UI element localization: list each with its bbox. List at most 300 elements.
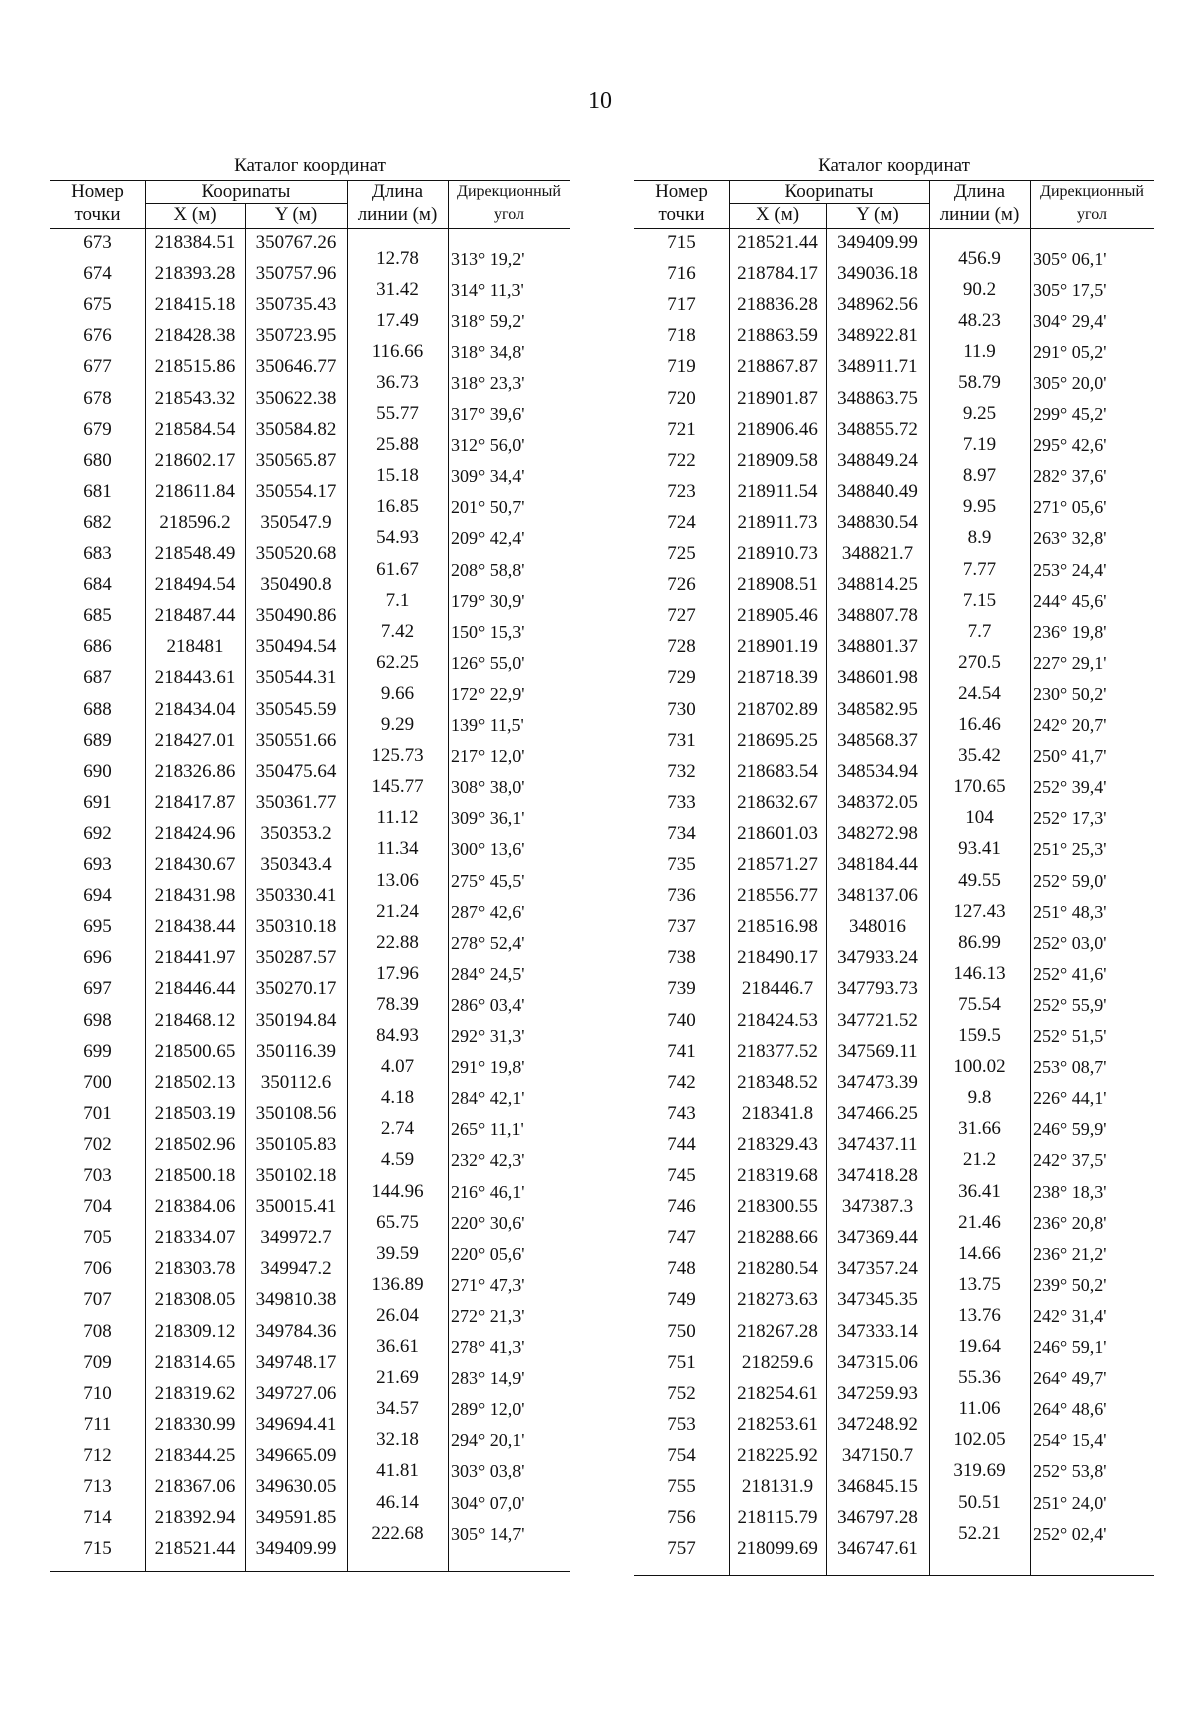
coordinate-y: 350767.26: [255, 232, 337, 253]
bearing-angle: 201° 50,7': [451, 497, 525, 518]
coordinate-x: 218908.51: [737, 574, 818, 596]
coordinate-y: 350015.41: [255, 1196, 337, 1218]
line-length: 90.2: [962, 278, 997, 300]
point-number: 707: [83, 1289, 112, 1311]
bearing-angle: 309° 36,1': [451, 808, 525, 829]
coordinate-x: 218415.18: [154, 294, 236, 316]
bearing-angle: 254° 15,4': [1033, 1430, 1107, 1451]
coordinate-x: 218901.87: [737, 387, 818, 409]
coordinate-y: 349630.05: [255, 1476, 337, 1497]
bearing-angle: 300° 13,6': [451, 839, 525, 860]
coordinate-y: 348849.24: [837, 449, 918, 471]
point-number: 685: [83, 605, 112, 627]
coordinate-y: 348801.37: [837, 636, 918, 658]
line-length: 22.88: [376, 931, 419, 953]
coordinate-x: 218487.44: [154, 605, 236, 627]
bearing-angle: 242° 20,7': [1033, 715, 1107, 736]
bearing-angle: 292° 31,3': [451, 1026, 525, 1047]
coordinate-x: 218784.17: [737, 263, 818, 285]
point-number: 679: [83, 418, 112, 440]
coordinate-x: 218309.12: [154, 1320, 236, 1342]
line-length: 50.51: [958, 1491, 1001, 1513]
header-x: X (м): [755, 204, 800, 225]
line-length: 7.19: [962, 434, 997, 456]
line-length: 319.69: [953, 1460, 1006, 1482]
coordinate-y: 347721.52: [837, 1009, 918, 1031]
header-length: Длина: [953, 181, 1006, 202]
catalog-title: Каталог координат: [234, 155, 386, 176]
coordinate-x: 218906.46: [737, 418, 818, 440]
line-length: 55.77: [376, 403, 419, 425]
coordinate-x: 218303.78: [154, 1258, 236, 1280]
coordinate-y: 348184.44: [837, 854, 918, 875]
point-number: 742: [667, 1071, 696, 1093]
line-length: 14.66: [958, 1242, 1001, 1264]
coordinate-y: 348272.98: [837, 822, 918, 844]
bearing-angle: 226° 44,1': [1033, 1088, 1107, 1109]
coordinate-y: 348821.7: [841, 543, 914, 564]
coordinate-y: 349748.17: [255, 1351, 337, 1373]
point-number: 705: [83, 1227, 112, 1249]
line-length: 48.23: [958, 309, 1001, 331]
bearing-angle: 317° 39,6': [451, 404, 525, 425]
line-length: 62.25: [376, 651, 419, 673]
coordinate-x: 218344.25: [154, 1444, 236, 1466]
coordinate-y: 349810.38: [255, 1289, 337, 1311]
coordinate-y: 349036.18: [837, 263, 918, 285]
point-number: 724: [667, 511, 696, 533]
bearing-angle: 251° 48,3': [1033, 901, 1107, 922]
line-length: 102.05: [953, 1429, 1006, 1451]
line-length: 31.66: [958, 1118, 1001, 1140]
bearing-angle: 236° 20,8': [1033, 1212, 1107, 1233]
header-point: точки: [74, 204, 121, 225]
coordinate-y: 350310.18: [255, 916, 337, 938]
line-length: 11.34: [376, 838, 419, 860]
line-length: 12.78: [376, 247, 419, 269]
point-number: 747: [667, 1227, 696, 1249]
bearing-angle: 216° 46,1': [451, 1181, 525, 1202]
coordinate-x: 218438.44: [154, 916, 236, 938]
bearing-angle: 264° 48,6': [1033, 1399, 1107, 1420]
point-number: 748: [667, 1258, 696, 1280]
coordinate-y: 350757.96: [255, 263, 337, 285]
point-number: 686: [83, 636, 112, 658]
coordinate-x: 218280.54: [737, 1258, 818, 1280]
coordinate-x: 218503.19: [154, 1102, 236, 1124]
bearing-angle: 227° 29,1': [1033, 652, 1107, 673]
coordinate-y: 348568.37: [837, 729, 918, 751]
coordinate-y: 350343.4: [260, 854, 332, 875]
line-length: 86.99: [958, 931, 1001, 953]
coordinate-x: 218468.12: [154, 1009, 236, 1031]
line-length: 21.69: [376, 1367, 419, 1389]
line-length: 19.64: [958, 1336, 1001, 1358]
coordinate-y: 350520.68: [255, 543, 337, 564]
line-length: 13.76: [958, 1304, 1001, 1326]
bearing-angle: 305° 17,5': [1033, 279, 1107, 300]
line-length: 9.8: [967, 1087, 992, 1109]
coordinate-y: 350490.86: [255, 605, 337, 627]
coordinate-x: 218515.86: [154, 356, 236, 378]
line-length: 49.55: [958, 869, 1001, 891]
point-number: 744: [667, 1133, 696, 1155]
coordinate-y: 350270.17: [255, 978, 337, 1000]
point-number: 715: [83, 1538, 112, 1560]
coordinate-y: 348855.72: [837, 418, 918, 440]
coordinate-x: 218329.43: [737, 1133, 818, 1155]
coordinate-x: 218259.6: [741, 1351, 814, 1373]
coordinate-x: 218683.54: [737, 760, 818, 782]
point-number: 727: [667, 605, 696, 627]
coordinate-x: 218427.01: [154, 729, 236, 751]
header-length-unit: линии (м): [357, 204, 438, 225]
point-number: 700: [83, 1071, 112, 1093]
point-number: 723: [667, 480, 696, 502]
point-number: 750: [667, 1320, 696, 1342]
point-number: 731: [667, 729, 696, 751]
bearing-angle: 252° 02,4': [1033, 1523, 1107, 1544]
coordinate-x: 218253.61: [737, 1413, 818, 1435]
line-length: 17.49: [376, 309, 419, 331]
line-length: 9.66: [380, 682, 415, 704]
coordinate-x: 218348.52: [737, 1071, 818, 1093]
point-number: 735: [667, 854, 696, 875]
page-number: 10: [588, 88, 612, 114]
bearing-angle: 289° 12,0': [451, 1399, 525, 1420]
point-number: 691: [83, 791, 112, 813]
coordinate-x: 218584.54: [154, 418, 236, 440]
coordinate-x: 218441.97: [154, 947, 236, 969]
coordinate-y: 348922.81: [837, 325, 918, 347]
bearing-angle: 314° 11,3': [451, 279, 524, 300]
coordinate-x: 218556.77: [737, 885, 818, 907]
point-number: 678: [83, 387, 112, 409]
coordinate-x: 218267.28: [737, 1320, 818, 1342]
line-length: 34.57: [376, 1398, 419, 1420]
coordinate-x: 218384.51: [154, 232, 236, 253]
bearing-angle: 246° 59,9': [1033, 1119, 1107, 1140]
line-length: 93.41: [958, 838, 1001, 860]
bearing-angle: 220° 30,6': [451, 1212, 525, 1233]
coordinate-y: 348582.95: [837, 698, 918, 720]
point-number: 738: [667, 947, 696, 969]
line-length: 35.42: [958, 745, 1001, 767]
coordinate-x: 218695.25: [737, 729, 818, 751]
coordinate-x: 218596.2: [159, 511, 231, 533]
header-bearing: Дирекционный: [1040, 183, 1144, 200]
line-length: 36.41: [958, 1180, 1001, 1202]
coordinate-x: 218481: [166, 636, 224, 658]
point-number: 726: [667, 574, 696, 596]
coordinate-x: 218602.17: [154, 449, 236, 471]
point-number: 717: [667, 294, 696, 316]
bearing-angle: 244° 45,6': [1033, 590, 1107, 611]
point-number: 752: [667, 1382, 696, 1404]
line-length: 146.13: [953, 962, 1006, 984]
bearing-angle: 304° 29,4': [1033, 310, 1107, 331]
coordinate-x: 218521.44: [154, 1538, 236, 1560]
bearing-angle: 291° 05,2': [1033, 341, 1107, 362]
bearing-angle: 303° 03,8': [451, 1461, 525, 1482]
bearing-angle: 284° 42,1': [451, 1088, 525, 1109]
line-length: 4.18: [380, 1087, 415, 1109]
coordinate-x: 218836.28: [737, 294, 818, 316]
coordinate-y: 350490.8: [260, 574, 332, 596]
line-length: 170.65: [953, 776, 1006, 798]
coordinate-y: 350108.56: [255, 1102, 337, 1124]
point-number: 675: [83, 294, 112, 316]
coordinate-y: 347387.3: [841, 1196, 914, 1218]
coordinate-x: 218502.13: [154, 1071, 236, 1093]
coordinate-x: 218494.54: [154, 574, 236, 596]
coordinate-y: 347248.92: [837, 1413, 918, 1435]
coordinate-y: 347933.24: [837, 947, 918, 969]
coordinate-y: 350646.77: [255, 356, 337, 378]
bearing-angle: 308° 38,0': [451, 777, 525, 798]
header-bearing: Дирекционный: [457, 183, 561, 200]
bearing-angle: 252° 51,5': [1033, 1026, 1107, 1047]
header-coordinates: Коориnаты: [201, 181, 291, 202]
point-number: 732: [667, 760, 696, 782]
bearing-angle: 283° 14,9': [451, 1368, 525, 1389]
line-length: 36.61: [376, 1336, 419, 1358]
coordinate-x: 218367.06: [154, 1476, 236, 1497]
point-number: 702: [83, 1133, 112, 1155]
point-number: 714: [83, 1507, 112, 1529]
header-point: точки: [658, 204, 705, 225]
coordinate-x: 218300.55: [737, 1196, 818, 1218]
line-length: 136.89: [371, 1273, 424, 1295]
point-number: 725: [667, 543, 696, 564]
point-number: 704: [83, 1196, 112, 1218]
coordinate-y: 349694.41: [255, 1413, 337, 1435]
bearing-angle: 318° 34,8': [451, 341, 525, 362]
line-length: 36.73: [376, 371, 419, 393]
bearing-angle: 250° 41,7': [1033, 746, 1107, 767]
line-length: 7.42: [380, 620, 415, 642]
point-number: 719: [667, 356, 696, 378]
bearing-angle: 309° 34,4': [451, 466, 525, 487]
bearing-angle: 252° 41,6': [1033, 963, 1107, 984]
line-length: 116.66: [371, 340, 424, 362]
coordinate-y: 347569.11: [837, 1040, 918, 1062]
point-number: 674: [83, 263, 112, 285]
coordinate-y: 350584.82: [255, 418, 337, 440]
coordinate-y: 348016: [849, 916, 906, 938]
point-number: 694: [83, 885, 112, 907]
coordinate-y: 346845.15: [837, 1476, 918, 1497]
point-number: 734: [667, 822, 696, 844]
coordinate-x: 218393.28: [154, 263, 236, 285]
line-length: 11.12: [376, 807, 419, 829]
point-number: 673: [83, 232, 112, 253]
line-length: 9.95: [962, 496, 997, 518]
bearing-angle: 252° 55,9': [1033, 994, 1107, 1015]
line-length: 222.68: [371, 1522, 424, 1544]
bearing-angle: 238° 18,3': [1033, 1181, 1107, 1202]
bearing-angle: 251° 24,0': [1033, 1492, 1107, 1513]
point-number: 713: [83, 1476, 112, 1497]
coordinate-x: 218490.17: [737, 947, 818, 969]
bearing-angle: 242° 31,4': [1033, 1305, 1107, 1326]
point-number: 745: [667, 1165, 696, 1186]
point-number: 708: [83, 1320, 112, 1342]
coordinate-x: 218424.96: [154, 822, 236, 844]
coordinate-x: 218500.65: [154, 1040, 236, 1062]
bearing-angle: 305° 14,7': [451, 1523, 525, 1544]
coordinate-y: 350353.2: [260, 822, 332, 844]
point-number: 736: [667, 885, 696, 907]
bearing-angle: 208° 58,8': [451, 559, 525, 580]
bearing-angle: 263° 32,8': [1033, 528, 1107, 549]
coordinate-x: 218392.94: [154, 1507, 236, 1529]
header-coordinates: Коориnаты: [784, 181, 874, 202]
coordinate-x: 218319.68: [737, 1165, 818, 1186]
bearing-angle: 264° 49,7': [1033, 1368, 1107, 1389]
coordinate-y: 348137.06: [837, 885, 918, 907]
header-number: Номер: [655, 181, 708, 202]
bearing-angle: 253° 24,4': [1033, 559, 1107, 580]
line-length: 16.85: [376, 496, 419, 518]
line-length: 9.25: [962, 403, 997, 425]
coordinate-x: 218384.06: [154, 1196, 236, 1218]
coordinate-y: 350545.59: [255, 698, 337, 720]
line-length: 13.06: [376, 869, 419, 891]
point-number: 756: [667, 1507, 696, 1529]
point-number: 684: [83, 574, 112, 596]
point-number: 683: [83, 543, 112, 564]
coordinate-x: 218867.87: [737, 356, 818, 378]
line-length: 15.18: [376, 465, 419, 487]
line-length: 8.9: [967, 527, 992, 549]
bearing-angle: 272° 21,3': [451, 1305, 525, 1326]
line-length: 61.67: [376, 558, 419, 580]
bearing-angle: 150° 15,3': [451, 621, 525, 642]
point-number: 749: [667, 1289, 696, 1311]
coordinate-y: 349947.2: [260, 1258, 332, 1280]
bearing-angle: 232° 42,3': [451, 1150, 525, 1171]
bearing-angle: 278° 52,4': [451, 932, 525, 953]
coordinate-y: 350494.54: [255, 636, 337, 658]
coordinate-x: 218434.04: [154, 698, 236, 720]
bearing-angle: 275° 45,5': [451, 870, 525, 891]
coordinate-x: 218115.79: [737, 1507, 818, 1529]
coordinate-x: 218863.59: [737, 325, 818, 347]
coordinate-y: 350544.31: [255, 667, 337, 689]
bearing-angle: 139° 11,5': [451, 715, 524, 736]
coordinate-y: 349591.85: [255, 1507, 337, 1529]
bearing-angle: 252° 59,0': [1033, 870, 1107, 891]
header-bearing-angle: угол: [494, 206, 524, 223]
line-length: 104: [965, 807, 994, 829]
coordinate-x: 218632.67: [737, 791, 818, 813]
bearing-angle: 295° 42,6': [1033, 435, 1107, 456]
header-bottom-line: [50, 228, 570, 229]
line-length: 4.07: [380, 1056, 415, 1078]
coordinate-x: 218446.7: [741, 978, 814, 1000]
coordinate-x: 218319.62: [154, 1382, 236, 1404]
coordinate-x: 218516.98: [737, 916, 818, 938]
coordinate-y: 348962.56: [837, 294, 918, 316]
header-x: X (м): [173, 204, 217, 225]
point-number: 703: [83, 1165, 112, 1186]
line-length: 127.43: [953, 900, 1006, 922]
point-number: 757: [667, 1538, 696, 1560]
header-bottom-line: [634, 228, 1154, 229]
header-y: Y (м): [274, 204, 318, 225]
bearing-angle: 252° 03,0': [1033, 932, 1107, 953]
line-length: 55.36: [958, 1367, 1001, 1389]
coordinate-y: 350723.95: [255, 325, 337, 347]
coordinate-y: 350565.87: [255, 449, 337, 471]
coordinate-x: 218543.32: [154, 387, 236, 409]
bearing-angle: 318° 59,2': [451, 310, 525, 331]
table-bottom-line: [50, 1571, 570, 1572]
line-length: 52.21: [958, 1522, 1001, 1544]
header-number: Номер: [71, 181, 124, 202]
coordinate-x: 218341.8: [741, 1102, 814, 1124]
point-number: 712: [83, 1444, 112, 1466]
coordinate-y: 349727.06: [255, 1382, 337, 1404]
bearing-angle: 265° 11,1': [451, 1119, 524, 1140]
line-length: 84.93: [376, 1025, 419, 1047]
bearing-angle: 318° 23,3': [451, 372, 525, 393]
bearing-angle: 252° 39,4': [1033, 777, 1107, 798]
line-length: 7.15: [962, 589, 997, 611]
bearing-angle: 304° 07,0': [451, 1492, 525, 1513]
coordinate-y: 349409.99: [837, 232, 918, 253]
header-length: Длина: [371, 181, 424, 202]
point-number: 753: [667, 1413, 696, 1435]
point-number: 680: [83, 449, 112, 471]
point-number: 729: [667, 667, 696, 689]
coordinate-x: 218905.46: [737, 605, 818, 627]
point-number: 696: [83, 947, 112, 969]
coordinate-x: 218273.63: [737, 1289, 818, 1311]
line-length: 144.96: [371, 1180, 424, 1202]
point-number: 693: [83, 854, 112, 875]
line-length: 100.02: [953, 1056, 1006, 1078]
coordinate-y: 350105.83: [255, 1133, 337, 1155]
coordinate-y: 350102.18: [255, 1165, 337, 1186]
point-number: 706: [83, 1258, 112, 1280]
bearing-angle: 236° 21,2': [1033, 1243, 1107, 1264]
line-length: 75.54: [958, 993, 1001, 1015]
line-length: 21.2: [962, 1149, 997, 1171]
coordinate-x: 218446.44: [154, 978, 236, 1000]
coordinate-y: 347357.24: [837, 1258, 918, 1280]
coordinate-y: 348863.75: [837, 387, 918, 409]
line-length: 13.75: [958, 1273, 1001, 1295]
line-length: 11.06: [958, 1398, 1001, 1420]
coordinate-x: 218718.39: [737, 667, 818, 689]
line-length: 65.75: [376, 1211, 419, 1233]
line-length: 21.24: [376, 900, 419, 922]
line-length: 46.14: [376, 1491, 419, 1513]
coordinate-y: 350622.38: [255, 387, 337, 409]
header-length-unit: линии (м): [939, 204, 1020, 225]
coordinate-x: 218424.53: [737, 1009, 818, 1031]
point-number: 737: [667, 916, 696, 938]
coordinate-y: 349972.7: [260, 1227, 332, 1249]
coordinate-x: 218431.98: [154, 885, 236, 907]
coordinate-y: 347150.7: [841, 1444, 914, 1466]
coordinate-x: 218909.58: [737, 449, 818, 471]
bearing-angle: 209° 42,4': [451, 528, 525, 549]
coordinate-y: 350547.9: [260, 511, 332, 533]
bearing-angle: 286° 03,4': [451, 994, 525, 1015]
